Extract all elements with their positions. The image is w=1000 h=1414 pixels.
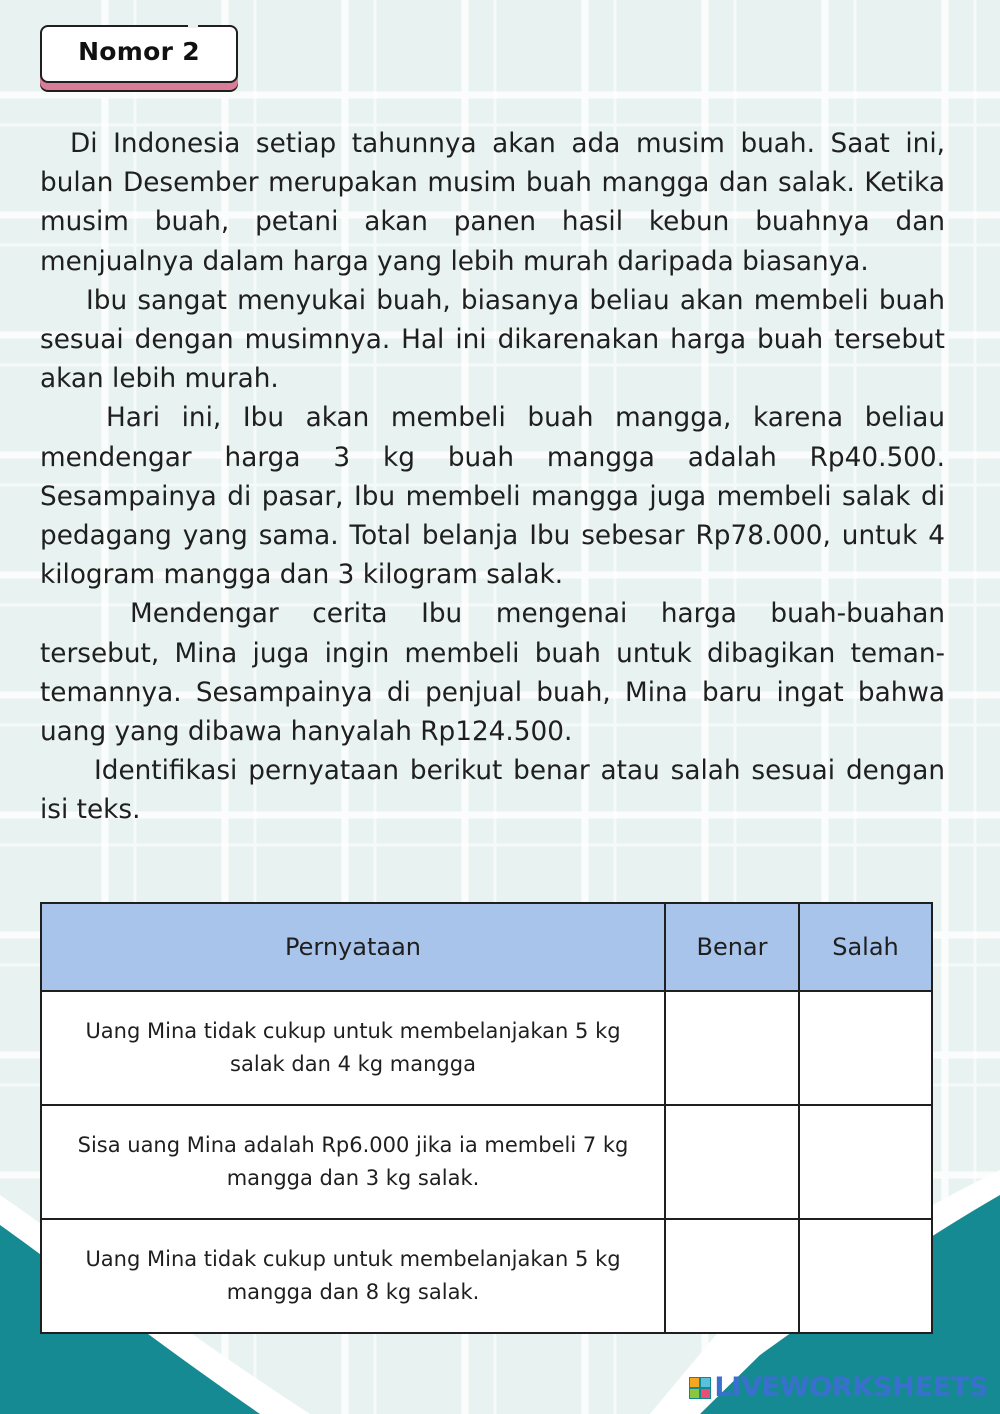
story-paragraph: Identifikasi pernyataan berikut benar atau salah sesuai dengan isi teks.	[40, 756, 945, 826]
header-statement: Pernyataan	[41, 903, 665, 991]
title-tab-notch	[188, 18, 198, 28]
benar-answer-cell[interactable]	[665, 991, 799, 1105]
story-paragraph: Mendengar cerita Ibu mengenai harga buah-buahan tersebut, Mina juga ingin membeli buah untuk dibagikan teman-temannya. Sesampainya di penjual buah, Mina baru ingat bahwa uang yang dibawa hanyalah Rp124.500.	[40, 599, 945, 748]
question-number-tab	[40, 25, 238, 83]
table-row	[41, 1105, 932, 1219]
table-row	[41, 991, 932, 1105]
header-benar: Benar	[665, 903, 799, 991]
true-false-table	[40, 902, 933, 1334]
statement-cell: Sisa uang Mina adalah Rp6.000 jika ia membeli 7 kg mangga dan 3 kg salak.	[41, 1105, 665, 1219]
salah-answer-cell[interactable]	[799, 1105, 932, 1219]
benar-answer-cell[interactable]	[665, 1105, 799, 1219]
story-paragraph: Di Indonesia setiap tahunnya akan ada musim buah. Saat ini, bulan Desember merupakan musim buah mangga dan salak. Ketika musim buah, petani akan panen hasil kebun buahnya dan menjualnya dalam harga yang lebih murah daripada biasanya.	[40, 129, 945, 277]
liveworksheets-brand[interactable]	[689, 1372, 988, 1403]
story-paragraph: Ibu sangat menyukai buah, biasanya beliau akan membeli buah sesuai dengan musimnya. Hal ini dikarenakan harga buah tersebut akan lebih murah.	[40, 285, 945, 395]
salah-answer-cell[interactable]	[799, 991, 932, 1105]
story-text	[40, 125, 945, 831]
statement-cell: Uang Mina tidak cukup untuk membelanjakan 5 kg mangga dan 8 kg salak.	[41, 1219, 665, 1333]
liveworksheets-logo-icon	[689, 1377, 711, 1399]
header-salah: Salah	[799, 903, 932, 991]
statement-cell: Uang Mina tidak cukup untuk membelanjakan 5 kg salak dan 4 kg mangga	[41, 991, 665, 1105]
benar-answer-cell[interactable]	[665, 1219, 799, 1333]
table-row	[41, 1219, 932, 1333]
brand-name: LIVEWORKSHEETS	[714, 1372, 988, 1403]
story-paragraph: Hari ini, Ibu akan membeli buah mangga, karena beliau mendengar harga 3 kg buah mangga adalah Rp40.500. Sesampainya di pasar, Ibu membeli mangga juga membeli salak di pedagang yang sama. Total belanja Ibu sebesar Rp78.000, untuk 4 kilogram mangga dan 3 kilogram salak.	[40, 403, 945, 591]
table-header-row	[41, 903, 932, 991]
salah-answer-cell[interactable]	[799, 1219, 932, 1333]
page-title: Nomor 2	[78, 37, 200, 66]
